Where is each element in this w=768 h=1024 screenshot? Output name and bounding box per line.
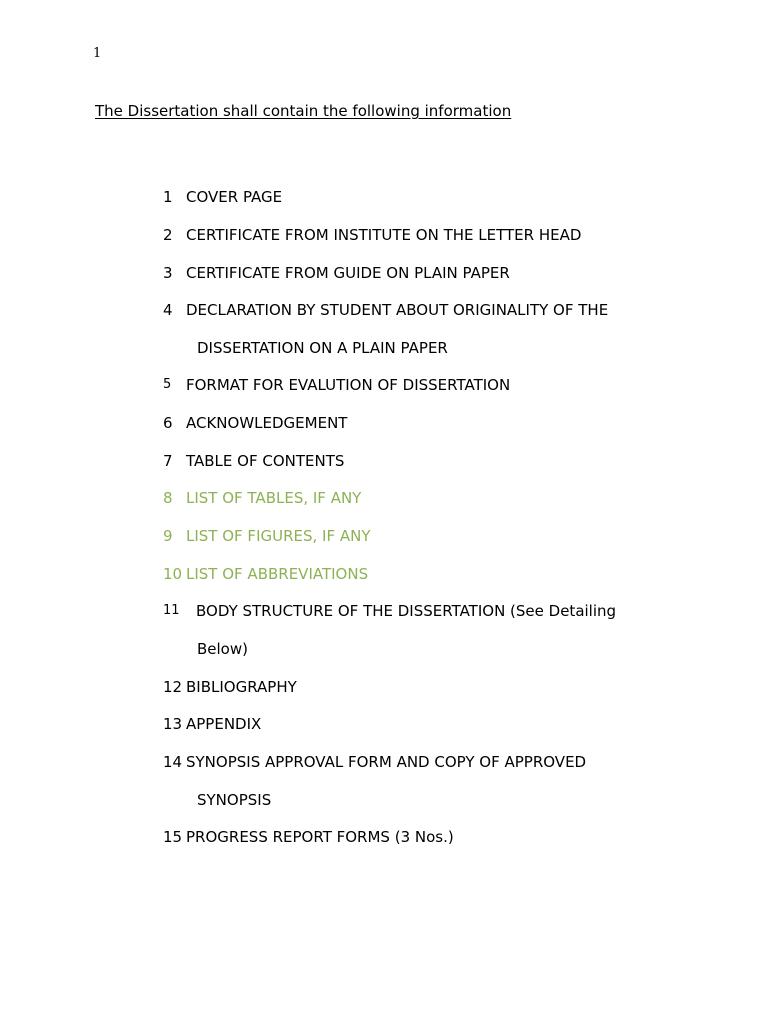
- item-number: 12: [163, 678, 183, 696]
- item-text: PROGRESS REPORT FORMS (3 Nos.): [186, 828, 454, 846]
- item-number: 15: [163, 828, 183, 846]
- item-text: LIST OF ABBREVIATIONS: [186, 565, 369, 583]
- item-text: CERTIFICATE FROM INSTITUTE ON THE LETTER HEAD: [186, 226, 582, 244]
- item-number: 2: [163, 226, 173, 244]
- item-text: TABLE OF CONTENTS: [186, 452, 345, 470]
- item-text: SYNOPSIS APPROVAL FORM AND COPY OF APPROVED: [186, 753, 587, 771]
- item-text: BODY STRUCTURE OF THE DISSERTATION (See Detailing: [196, 602, 617, 620]
- item-continuation: DISSERTATION ON A PLAIN PAPER: [197, 339, 448, 357]
- item-number: 3: [163, 264, 173, 282]
- item-text: COVER PAGE: [186, 188, 283, 206]
- item-text: LIST OF FIGURES, IF ANY: [186, 527, 371, 545]
- item-number: 5: [163, 377, 172, 392]
- item-number: 14: [163, 753, 183, 771]
- item-text: LIST OF TABLES, IF ANY: [186, 489, 362, 507]
- item-number: 13: [163, 715, 183, 733]
- item-text: DECLARATION BY STUDENT ABOUT ORIGINALITY OF THE: [186, 301, 609, 319]
- item-number: 8: [163, 489, 173, 507]
- item-text: FORMAT FOR EVALUTION OF DISSERTATION: [186, 376, 511, 394]
- item-text: ACKNOWLEDGEMENT: [186, 414, 348, 432]
- item-text: BIBLIOGRAPHY: [186, 678, 297, 696]
- item-number: 6: [163, 414, 173, 432]
- item-text: CERTIFICATE FROM GUIDE ON PLAIN PAPER: [186, 264, 510, 282]
- item-number: 7: [163, 452, 173, 470]
- page-number: 1: [93, 46, 102, 61]
- item-number: 4: [163, 301, 173, 319]
- item-number: 9: [163, 527, 173, 545]
- item-number: 1: [163, 188, 173, 206]
- item-number: 11: [163, 603, 180, 618]
- item-continuation: Below): [197, 640, 248, 658]
- item-continuation: SYNOPSIS: [197, 791, 272, 809]
- item-text: APPENDIX: [186, 715, 262, 733]
- item-number: 10: [163, 565, 183, 583]
- section-heading: The Dissertation shall contain the following information: [95, 102, 512, 120]
